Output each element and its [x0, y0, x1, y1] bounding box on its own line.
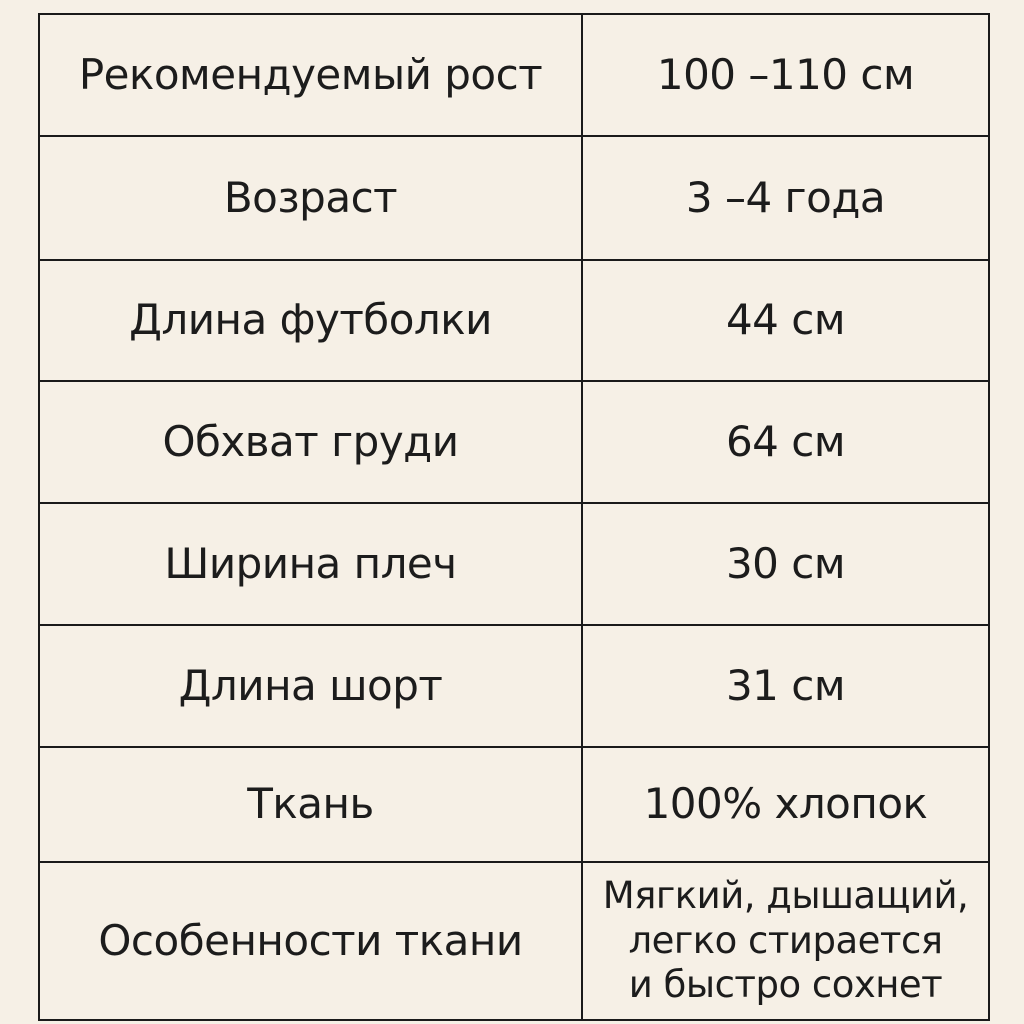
row-label-chest: Обхват груди: [39, 381, 582, 503]
row-value-shorts-length: 31 см: [582, 625, 989, 747]
row-value-height: 100 –110 см: [582, 14, 989, 136]
row-label-fabric: Ткань: [39, 747, 582, 862]
row-label-height: Рекомендуемый рост: [39, 14, 582, 136]
row-label-fabric-features: Особенности ткани: [39, 862, 582, 1020]
table-row: [39, 862, 989, 1020]
row-value-tshirt-length: 44 см: [582, 260, 989, 381]
table-row: [39, 625, 989, 747]
row-label-shoulders: Ширина плеч: [39, 503, 582, 625]
fabric-features-line: Мягкий, дышащий,: [602, 874, 969, 918]
size-spec-table: [38, 13, 990, 1021]
table-row: [39, 381, 989, 503]
fabric-features-line: легко стирается: [628, 918, 943, 962]
row-value-fabric-features: [582, 862, 989, 1020]
row-label-tshirt-length: Длина футболки: [39, 260, 582, 381]
row-label-shorts-length: Длина шорт: [39, 625, 582, 747]
row-label-age: Возраст: [39, 136, 582, 260]
row-value-chest: 64 см: [582, 381, 989, 503]
table-row: [39, 136, 989, 260]
row-value-shoulders: 30 см: [582, 503, 989, 625]
table-row: [39, 747, 989, 862]
table-row: [39, 14, 989, 136]
row-value-age: 3 –4 года: [582, 136, 989, 260]
table-row: [39, 503, 989, 625]
table-row: [39, 260, 989, 381]
fabric-features-line: и быстро сохнет: [628, 963, 943, 1007]
row-value-fabric: 100% хлопок: [582, 747, 989, 862]
